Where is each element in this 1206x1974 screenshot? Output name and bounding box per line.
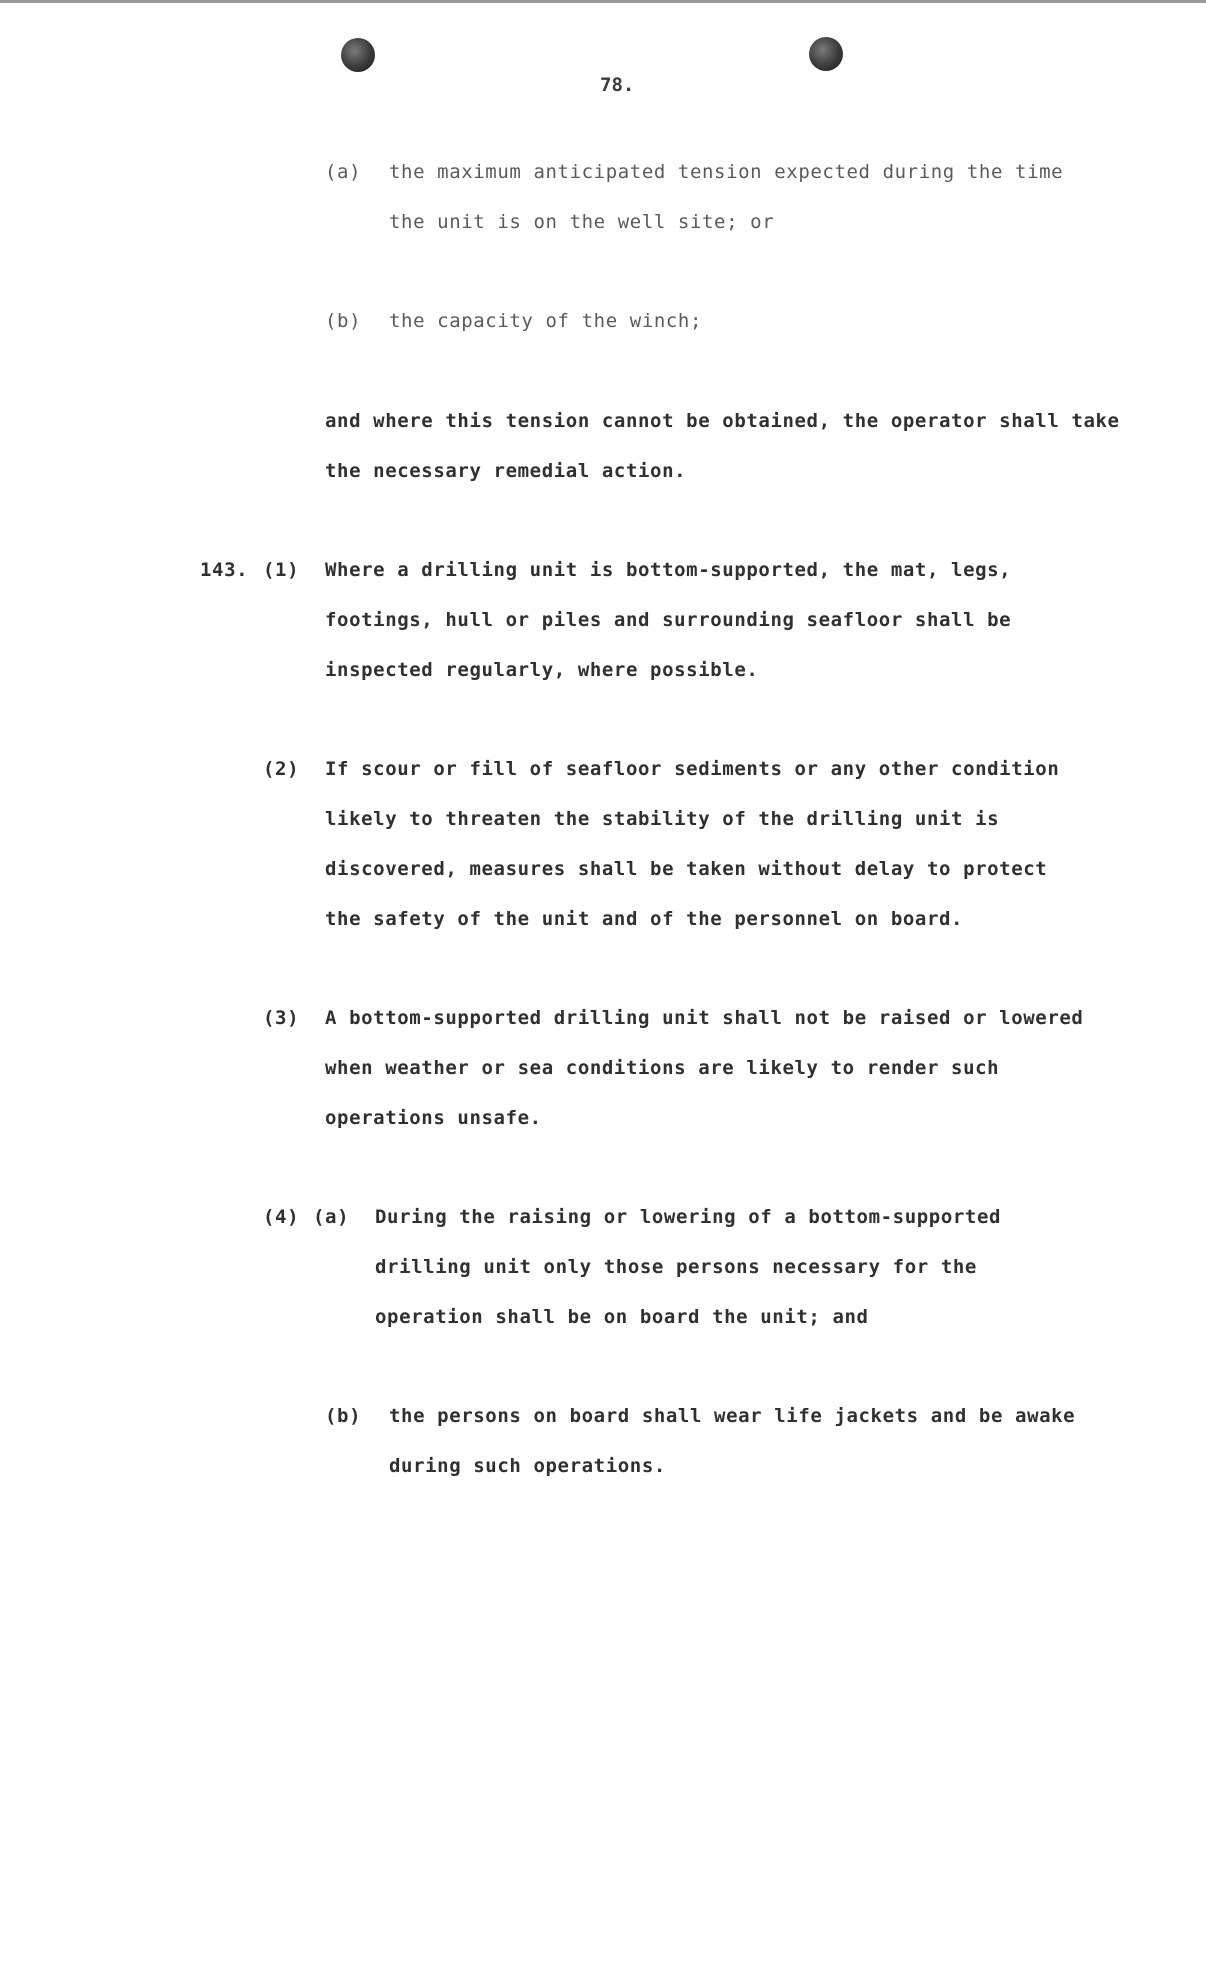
subsection-1-label: (1) (263, 559, 300, 581)
subsection-1-line-2: footings, hull or piles and surrounding seafloor shall be (325, 609, 1012, 631)
subsection-1-line-3: inspected regularly, where possible. (325, 659, 759, 681)
punch-hole-left-icon (341, 38, 375, 72)
item-b-label: (b) (325, 310, 362, 332)
subsection-4-item-a-label: (a) (313, 1206, 350, 1228)
subsection-4-item-a-line-3: operation shall be on board the unit; and (375, 1306, 869, 1328)
item-a-line-2: the unit is on the well site; or (389, 211, 775, 233)
subsection-4-label: (4) (263, 1206, 300, 1228)
subsection-1-line-1: Where a drilling unit is bottom-supported, the mat, legs, (325, 559, 1012, 581)
subsection-4-item-b-label: (b) (325, 1405, 362, 1427)
page-number: 78. (600, 74, 635, 96)
subsection-2-line-3: discovered, measures shall be taken without delay to protect (325, 858, 1048, 880)
subsection-3-line-3: operations unsafe. (325, 1107, 542, 1129)
subsection-4-item-b-line-1: the persons on board shall wear life jackets and be awake (389, 1405, 1076, 1427)
subsection-2-line-1: If scour or fill of seafloor sediments or any other condition (325, 758, 1060, 780)
subsection-4-item-a-line-1: During the raising or lowering of a bottom-supported (375, 1206, 1002, 1228)
closing-line-1: and where this tension cannot be obtained, the operator shall take (325, 410, 1120, 432)
item-b-line-1: the capacity of the winch; (389, 310, 703, 332)
section-number: 143. (200, 559, 249, 581)
subsection-3-line-1: A bottom-supported drilling unit shall not be raised or lowered (325, 1007, 1084, 1029)
subsection-3-label: (3) (263, 1007, 300, 1029)
page-top-edge (0, 0, 1206, 3)
closing-line-2: the necessary remedial action. (325, 460, 687, 482)
punch-hole-right-icon (809, 37, 843, 71)
subsection-2-label: (2) (263, 758, 300, 780)
item-a-line-1: the maximum anticipated tension expected during the time (389, 161, 1064, 183)
subsection-4-item-b-line-2: during such operations. (389, 1455, 666, 1477)
item-a-label: (a) (325, 161, 362, 183)
subsection-3-line-2: when weather or sea conditions are likely to render such (325, 1057, 1000, 1079)
subsection-2-line-2: likely to threaten the stability of the drilling unit is (325, 808, 1000, 830)
subsection-2-line-4: the safety of the unit and of the personnel on board. (325, 908, 964, 930)
subsection-4-item-a-line-2: drilling unit only those persons necessary for the (375, 1256, 977, 1278)
